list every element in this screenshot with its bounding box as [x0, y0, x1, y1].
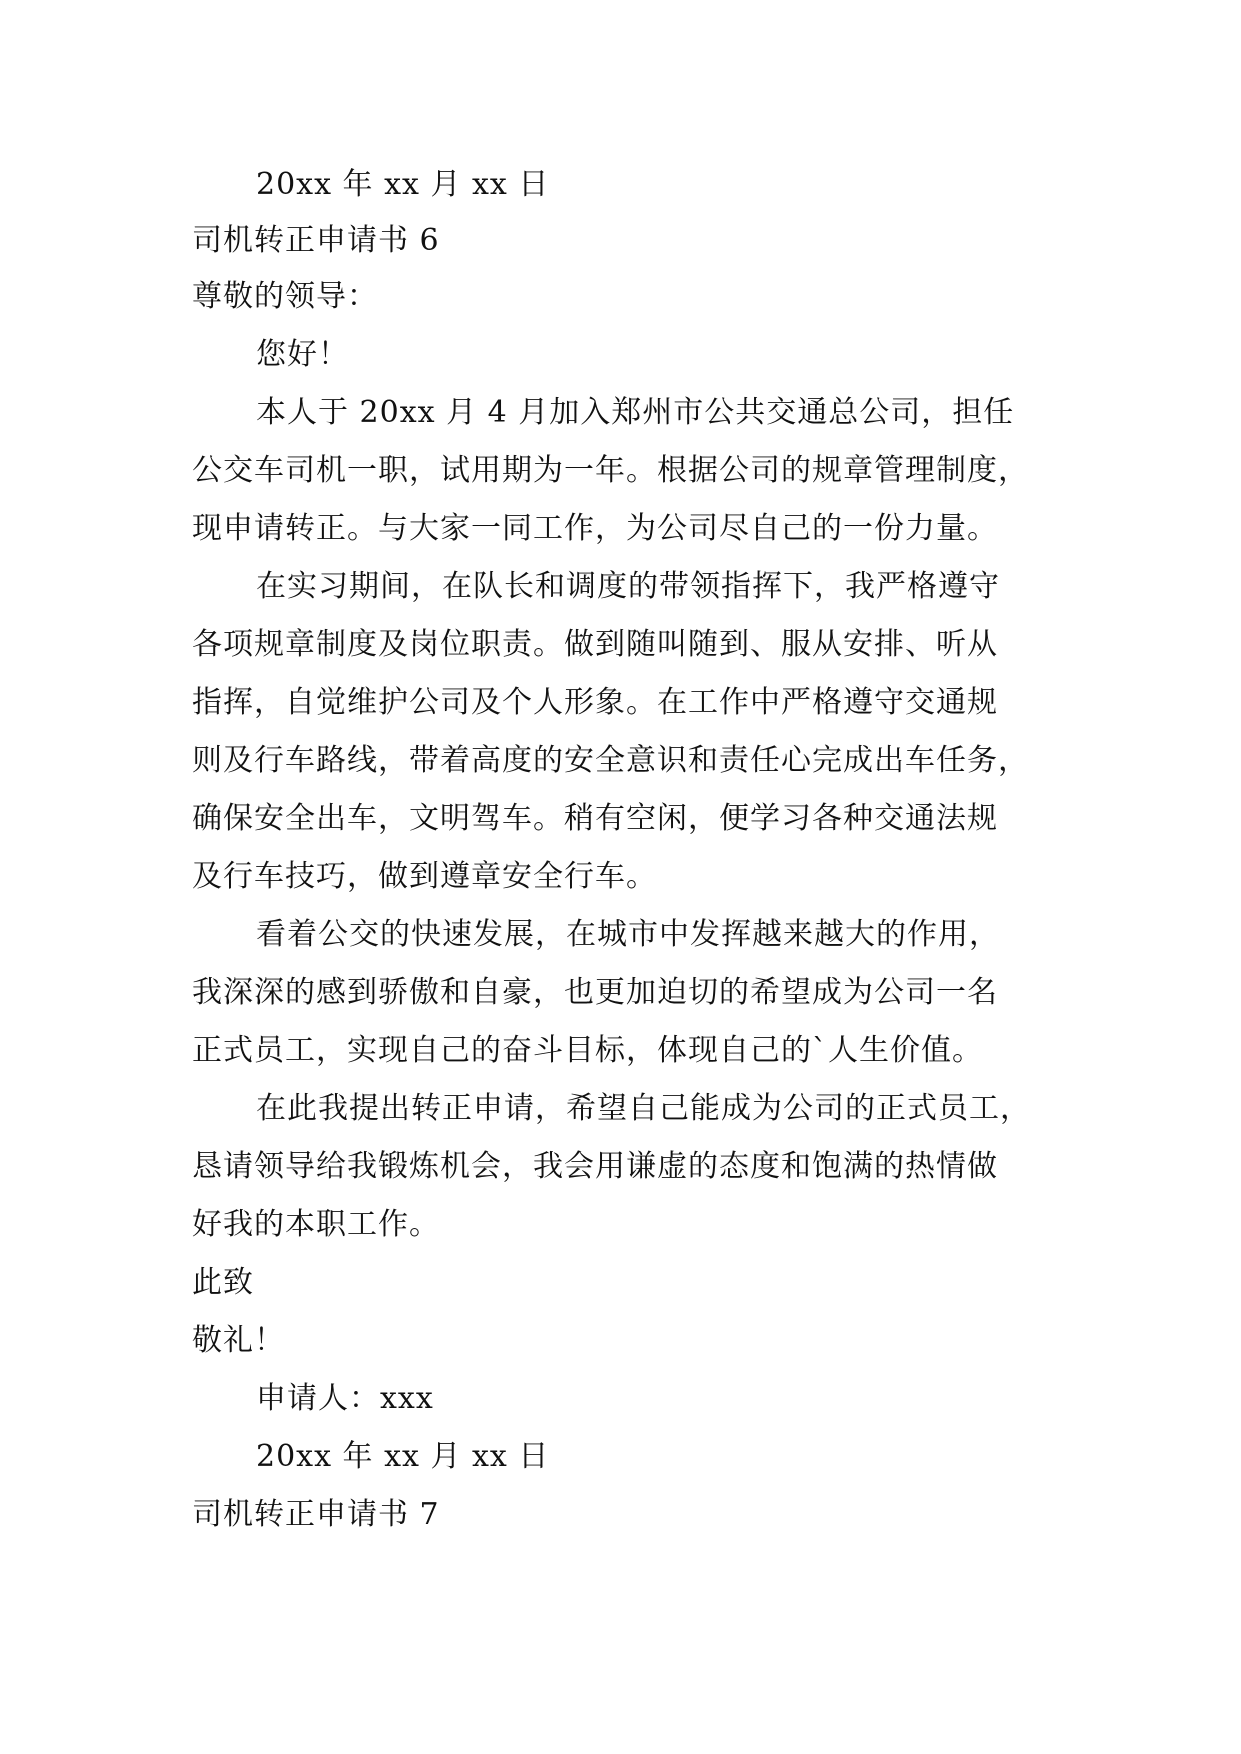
paragraph-4-line-2: 恳请领导给我锻炼机会，我会用谦虚的态度和饱满的热情做 [192, 1149, 998, 1184]
applicant: 申请人：xxx [256, 1381, 434, 1416]
paragraph-2-line-6: 及行车技巧，做到遵章安全行车。 [192, 859, 657, 894]
date-bottom: 20xx 年 xx 月 xx 日 [256, 1439, 550, 1474]
greeting: 您好！ [256, 337, 349, 372]
paragraph-3-line-3: 正式员工，实现自己的奋斗目标，体现自己的`人生价值。 [192, 1033, 983, 1068]
paragraph-1-line-1: 本人于 20xx 月 4 月加入郑州市公共交通总公司，担任 [256, 395, 1015, 430]
paragraph-4-line-1: 在此我提出转正申请，希望自己能成为公司的正式员工， [256, 1091, 1031, 1126]
paragraph-2-line-1: 在实习期间，在队长和调度的带领指挥下，我严格遵守 [256, 569, 1000, 604]
paragraph-3-line-1: 看着公交的快速发展，在城市中发挥越来越大的作用， [256, 917, 1000, 952]
letter-title-6: 司机转正申请书 6 [192, 223, 440, 258]
paragraph-2-line-5: 确保安全出车，文明驾车。稍有空闲，便学习各种交通法规 [192, 801, 998, 836]
paragraph-2-line-4: 则及行车路线，带着高度的安全意识和责任心完成出车任务， [192, 743, 1029, 778]
paragraph-2-line-2: 各项规章制度及岗位职责。做到随叫随到、服从安排、听从 [192, 627, 998, 662]
letter-title-7: 司机转正申请书 7 [192, 1497, 440, 1532]
paragraph-4-line-3: 好我的本职工作。 [192, 1207, 440, 1242]
paragraph-2-line-3: 指挥，自觉维护公司及个人形象。在工作中严格遵守交通规 [192, 685, 998, 720]
salutation: 尊敬的领导： [192, 279, 378, 314]
closing-1: 此致 [192, 1265, 254, 1300]
paragraph-1-line-3: 现申请转正。与大家一同工作，为公司尽自己的一份力量。 [192, 511, 998, 546]
date-top: 20xx 年 xx 月 xx 日 [256, 167, 550, 202]
paragraph-1-line-2: 公交车司机一职，试用期为一年。根据公司的规章管理制度， [192, 453, 1029, 488]
paragraph-3-line-2: 我深深的感到骄傲和自豪，也更加迫切的希望成为公司一名 [192, 975, 998, 1010]
closing-2: 敬礼！ [192, 1323, 285, 1358]
